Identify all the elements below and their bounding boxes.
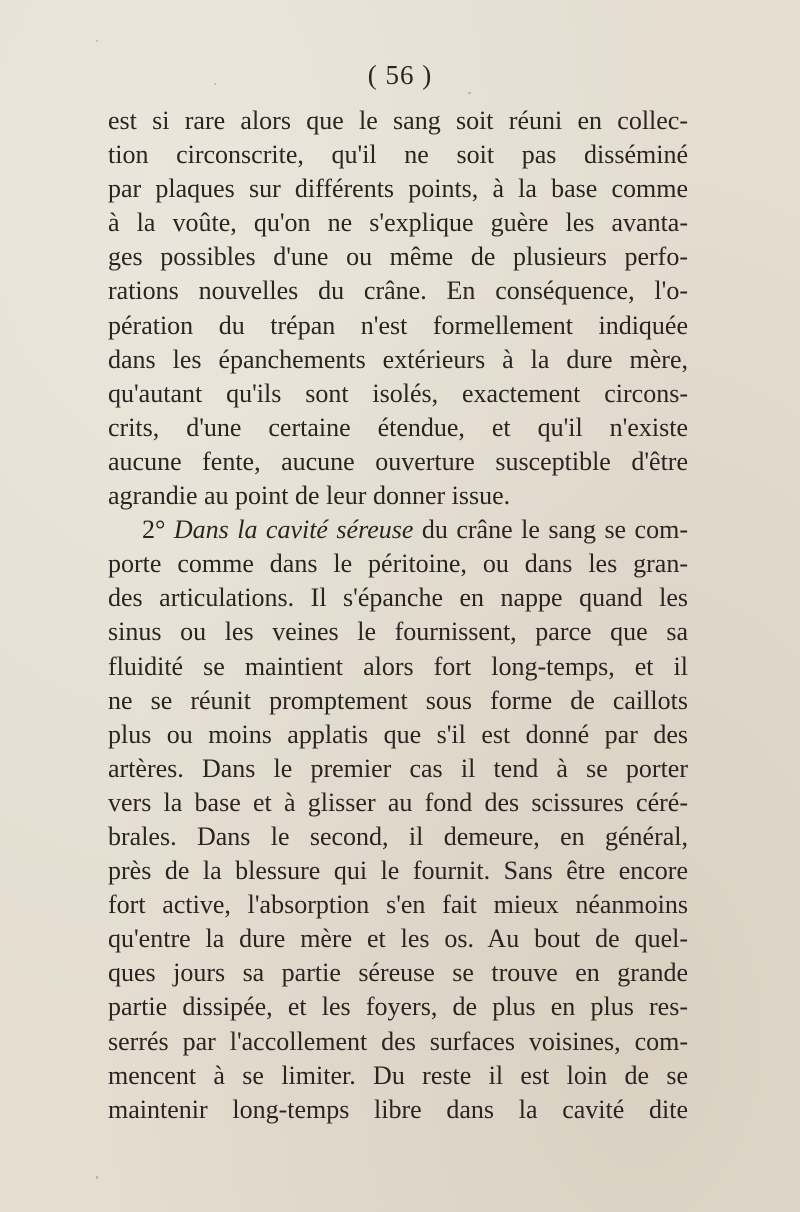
page-number: ( 56 ) <box>367 60 433 90</box>
text-line: par plaques sur différents points, à la base comme <box>108 174 688 204</box>
text-line: plus ou moins applatis que s'il est donné par des <box>108 719 688 749</box>
text-line-paragraph-end: agrandie au point de leur donner issue. <box>108 481 511 511</box>
text-line: rations nouvelles du crâne. En conséquence, l'o- <box>108 276 688 306</box>
paper-speck <box>214 83 216 85</box>
text-line: dans les épanchements extérieurs à la dure mère, <box>108 344 688 374</box>
text-line: serrés par l'accollement des surfaces voisines, com- <box>108 1026 688 1056</box>
text-line: qu'entre la dure mère et les os. Au bout de quel- <box>108 924 688 954</box>
text-line: qu'autant qu'ils sont isolés, exactement circons- <box>108 378 688 408</box>
heading-continuation: du crâne le sang se com- <box>413 515 688 545</box>
text-line: fluidité se maintient alors fort long-temps, et il <box>108 651 688 681</box>
text-line-paragraph-start <box>108 513 688 547</box>
text-line: fort active, l'absorption s'en fait mieux néanmoins <box>108 890 688 920</box>
section-number: 2° <box>142 515 174 545</box>
text-line: aucune fente, aucune ouverture susceptible d'être <box>108 446 688 476</box>
text-line: porte comme dans le péritoine, ou dans les gran- <box>108 549 688 579</box>
text-line: vers la base et à glisser au fond des scissures céré- <box>108 787 688 817</box>
text-line: mencent à se limiter. Du reste il est loin de se <box>108 1060 688 1090</box>
text-line: à la voûte, qu'on ne s'explique guère les avanta- <box>108 208 688 238</box>
italic-heading: Dans la cavité séreuse <box>173 515 414 545</box>
text-line: ques jours sa partie séreuse se trouve en grande <box>108 958 688 988</box>
body-text <box>108 104 688 1127</box>
paper-speck <box>96 1176 98 1179</box>
text-line: sinus ou les veines le fournissent, parce que sa <box>108 617 688 647</box>
paper-speck <box>96 40 98 42</box>
text-line: ne se réunit promptement sous forme de caillots <box>108 685 688 715</box>
paper-speck <box>468 92 471 94</box>
text-line: tion circonscrite, qu'il ne soit pas disséminé <box>108 140 688 170</box>
text-line: pération du trépan n'est formellement indiquée <box>108 310 688 340</box>
text-line: près de la blessure qui le fournit. Sans être encore <box>108 856 688 886</box>
text-line: crits, d'une certaine étendue, et qu'il n'existe <box>108 412 688 442</box>
text-line: des articulations. Il s'épanche en nappe quand les <box>108 583 688 613</box>
text-line: brales. Dans le second, il demeure, en général, <box>108 821 688 851</box>
text-line: est si rare alors que le sang soit réuni en collec- <box>108 106 688 135</box>
text-line: artères. Dans le premier cas il tend à se porter <box>108 753 688 783</box>
text-line: maintenir long-temps libre dans la cavité dite <box>108 1094 688 1124</box>
text-line: ges possibles d'une ou même de plusieurs perfo- <box>108 242 688 272</box>
text-line: partie dissipée, et les foyers, de plus en plus res- <box>108 992 688 1022</box>
